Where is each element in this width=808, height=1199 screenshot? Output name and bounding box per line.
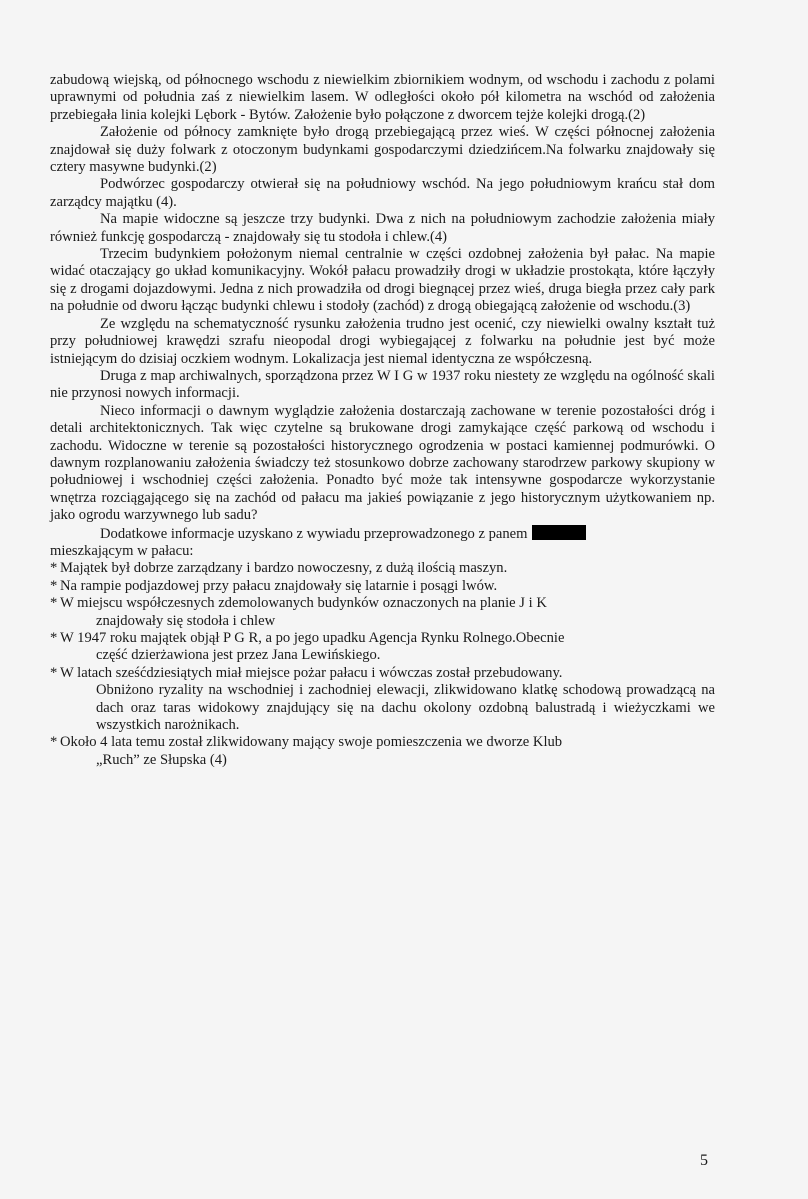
bullet-continuation: „Ruch” ze Słupska (4) (96, 751, 227, 768)
list-item (50, 578, 715, 595)
asterisk-marker: * (50, 664, 58, 681)
paragraph-4: Na mapie widoczne są jeszcze trzy budynki. Dwa z nich na południowym zachodzie założenia miały również funkcję gospodarczą - znajdowały się tu stodoła i chlew.(4) (50, 211, 715, 245)
bullet-continuation: Obniżono ryzality na wschodniej i zachodniej elewacji, zlikwidowano klatkę schodową prowadzącą na dach oraz taras widokowy znajdujący się na dachu okolony ozdobną balustradą i wieżyczkami we wszystkich narożnikach. (96, 682, 715, 734)
list-item (50, 630, 715, 665)
bullet-first-line: Około 4 lata temu został zlikwidowany mający swoje pomieszczenia we dworze Klub (60, 734, 563, 751)
page-number: 5 (700, 1152, 708, 1169)
bullet-first-line: W latach sześćdziesiątych miał miejsce pożar pałacu i wówczas został przebudowany. (60, 664, 563, 681)
bullet-first-line: Na rampie podjazdowej przy pałacu znajdowały się latarnie i posągi lwów. (60, 577, 498, 594)
paragraph-7: Druga z map archiwalnych, sporządzona przez W I G w 1937 roku niestety ze względu na ogólność skali nie przynosi nowych informacji. (50, 367, 715, 402)
list-item (50, 665, 715, 735)
asterisk-marker: * (50, 734, 58, 751)
interview-bullet-list (50, 560, 715, 769)
list-item (50, 560, 715, 577)
paragraph-6: Ze względu na schematyczność rysunku założenia trudno jest ocenić, czy niewielki owalny kształt tuż przy południowej krawędzi szrafu nieopodal drogi wybiegającej z folwarku na południe jest być może istniejącym do dzisiaj oczkiem wodnym. Lokalizacja jest niemal identyczna ze współczesną. (50, 315, 715, 367)
interview-paragraph (50, 525, 715, 561)
bullet-continuation: znajdowały się stodoła i chlew (96, 612, 276, 629)
body-text (50, 72, 715, 769)
list-item (50, 595, 715, 630)
paragraph-8: Nieco informacji o dawnym wyglądzie założenia dostarczają zachowane w terenie pozostałości dróg i detali architektonicznych. Tak więc czytelne są brukowane drogi zamykające część parkową od wschodu i zachodu. Widoczne w terenie są pozostałości historycznego ogrodzenia w postaci kamiennej podmurówki. O dawnym rozplanowaniu założenia świadczy też stosunkowo dobrze zachowany starodrzew parkowy skupiony w południowej i wschodniej części założenia. Ponadto być może tak intensywne gospodarcze wykorzystanie wnętrza rozciągającego się na zachód od pałacu ma jakieś powiązanie z jego historycznym użytkowaniem np. jako ogrodu warzywnego lub sadu? (50, 402, 715, 524)
paragraph-3: Podwórzec gospodarczy otwierał się na południowy wschód. Na jego południowym krańcu stał dom zarządcy majątku (4). (50, 176, 715, 210)
paragraph-1: zabudową wiejską, od północnego wschodu z niewielkim zbiornikiem wodnym, od wschodu i zachodu z polami uprawnymi od południa zaś z niewielkim lasem. W odległości około pół kilometra na wschód od założenia przebiegała linia kolejki Lębork - Bytów. Założenie było połączone z dworcem tejże kolejki drogą.(2) (50, 72, 715, 123)
bullet-continuation: część dzierżawiona jest przez Jana Lewińskiego. (96, 647, 381, 664)
asterisk-marker: * (50, 630, 58, 646)
interview-text-before: Dodatkowe informacje uzyskano z wywiadu przeprowadzonego z panem (100, 525, 528, 542)
asterisk-marker: * (50, 595, 58, 612)
list-item (50, 734, 715, 769)
bullet-first-line: W miejscu współczesnych zdemolowanych budynków oznaczonych na planie J i K (60, 595, 547, 612)
paragraph-5: Trzecim budynkiem położonym niemal centralnie w części ozdobnej założenia był pałac. Na mapie widać otaczający go układ komunikacyjny. Wokół pałacu prowadziły drogi w układzie prostokąta, które łączyły się z drogami dojazdowymi. Jedna z nich prowadziła od drogi biegnącej przez wieś, druga biegła przez cały park na południe od dworu łącząc budynki chlewu i stodoły (zachód) z drogą obiegającą założenie od wschodu.(3) (50, 246, 715, 315)
redaction-bar (532, 525, 586, 540)
bullet-first-line: W 1947 roku majątek objął P G R, a po jego upadku Agencja Rynku Rolnego.Obecnie (60, 630, 565, 646)
interview-text-after: mieszkającym w pałacu: (50, 542, 194, 559)
bullet-first-line: Majątek był dobrze zarządzany i bardzo nowoczesny, z dużą ilością maszyn. (60, 560, 508, 577)
asterisk-marker: * (50, 560, 58, 577)
paragraph-2: Założenie od północy zamknięte było drogą przebiegającą przez wieś. W części północnej założenia znajdował się duży folwark z otoczonym budynkami gospodarczymi dziedzińcem.Na folwarku znajdowały się cztery masywne budynki.(2) (50, 124, 715, 176)
asterisk-marker: * (50, 577, 58, 594)
